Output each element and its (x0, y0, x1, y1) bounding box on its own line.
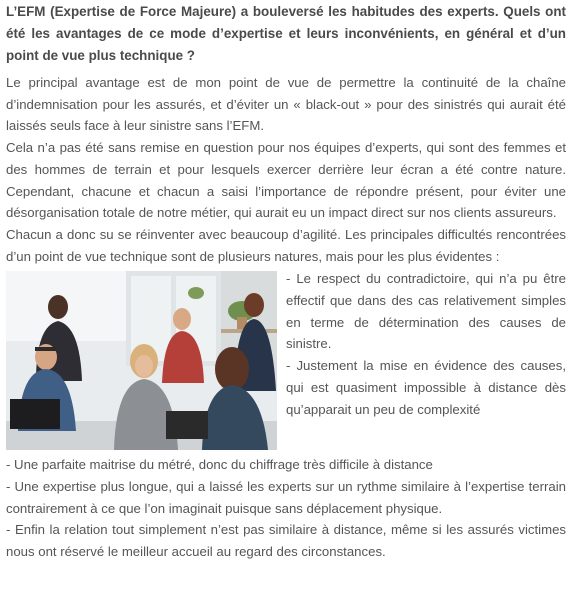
list-item: - Enfin la relation tout simplement n’est pas similaire à distance, même si les assurés victimes nous ont réservé le meilleur accueil au regard des circonstances. (6, 522, 566, 560)
list-item: - Une parfaite maitrise du métré, donc du chiffrage très difficile à distance (6, 457, 433, 473)
figure-row (6, 268, 566, 450)
difficulty-list (6, 454, 566, 563)
meeting-photo (6, 271, 277, 450)
side-text (277, 268, 566, 420)
article-heading: L’EFM (Expertise de Force Majeure) a bouleversé les habitudes des experts. Quels ont été les avantages de ce mode d’expertise et leurs inconvénients, en général et d’un point de vue plus technique ? (6, 4, 566, 63)
side-item: - Le respect du contradictoire, qui n’a pu être effectif que dans des cas relativement simples en terme de détermination des causes de sinistre. (286, 271, 566, 352)
paragraph-advantage: Le principal avantage est de mon point de vue de permettre la continuité de la chaîne d’indemnisation pour les assurés, et d’éviter un « black-out » pour des sinistrés qui aurait été laissés seuls face à leur sinistre sans l’EFM. (6, 75, 566, 134)
paragraph-teams: Cela n’a pas été sans remise en question pour nos équipes d’experts, qui sont des femmes et des hommes de terrain et pour lesquels exercer derrière leur écran a été contre nature. Cependant, chacune et chacun a saisi l’importance de répondre présent, pour éviter une désorganisation totale de notre métier, qui aurait eu un impact direct sur nos clients assureurs. (6, 140, 566, 221)
side-item: - Justement la mise en évidence des causes, qui est quasiment impossible à distance dès qu’apparait un peu de complexité (286, 358, 566, 417)
list-item: - Une expertise plus longue, qui a laissé les experts sur un rythme similaire à l’expertise terrain contrairement à ce que l’on imaginait puisque sans déplacement physique. (6, 479, 566, 516)
meeting-photo-illustration (6, 271, 277, 450)
paragraph-difficulties: Chacun a donc su se réinventer avec beaucoup d’agilité. Les principales difficultés rencontrées d’un point de vue technique sont de plusieurs natures, mais pour les plus évidentes : (6, 226, 566, 264)
